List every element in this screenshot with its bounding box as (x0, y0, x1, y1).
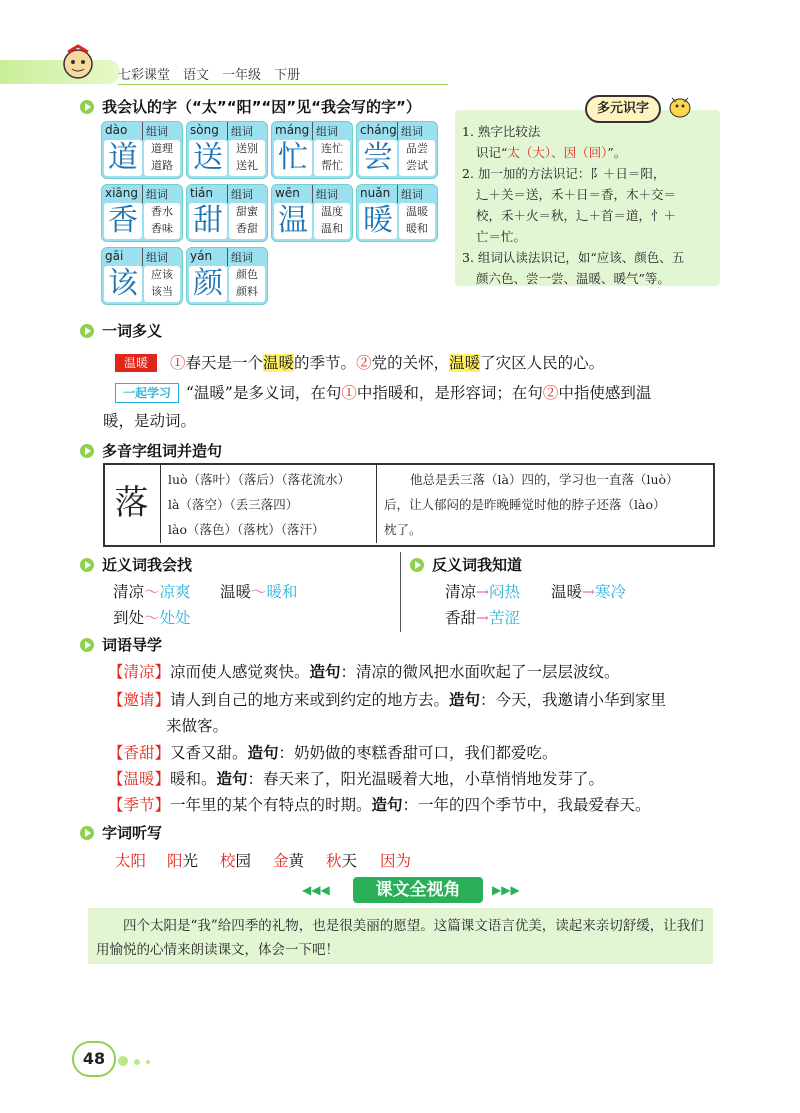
card-divider (227, 185, 228, 203)
sentence-line: 他总是丢三落（là）四的，学习也一直落（luò） (410, 472, 679, 487)
card-label: 组词 (401, 188, 423, 201)
pinyin: xiāng (105, 186, 139, 200)
card-divider (142, 248, 143, 266)
dictation-word: 阳光 (167, 852, 199, 870)
header-rule (118, 84, 448, 85)
character: 温 (274, 203, 312, 239)
character: 送 (189, 140, 227, 176)
left-arrows-icon: ◀◀◀ (302, 883, 330, 897)
character: 香 (104, 203, 142, 239)
vocab-entry: 【温暖】暖和。造句：春天来了，阳光温暖着大地，小草悄悄地发芽了。 (108, 770, 605, 788)
explanation-line: 暖，是动词。 (103, 412, 197, 430)
word-pair: 颜色 颜料 (229, 266, 265, 302)
section-title-synonyms: 近义词我会找 (80, 554, 192, 575)
pinyin: dào (105, 123, 128, 137)
dictation-word: 太阳 (115, 852, 147, 870)
character: 道 (104, 140, 142, 176)
pinyin: gāi (105, 249, 124, 263)
word-pair: 应该 该当 (144, 266, 180, 302)
antonym-pair: 香甜→苦涩 (445, 609, 521, 627)
pinyin: wēn (275, 186, 300, 200)
page-number: 48 (72, 1041, 116, 1077)
play-bullet-icon (80, 324, 94, 338)
right-arrows-icon: ▶▶▶ (492, 883, 520, 897)
word-pair: 温度 温和 (314, 203, 350, 239)
word-pair: 连忙 帮忙 (314, 140, 350, 176)
pinyin: nuǎn (360, 186, 391, 200)
explanation-line: “温暖”是多义词，在句①中指暖和，是形容词；在句②中指使感到温 (186, 384, 652, 402)
section-title-recognize: 我会认的字（“太”“阳”“因”见“我会写的字”） (80, 96, 421, 117)
word-pair: 品尝 尝试 (399, 140, 435, 176)
char-card (271, 121, 353, 179)
word-pair: 甜蜜 香甜 (229, 203, 265, 239)
dictation-word: 因为 (380, 852, 412, 870)
synonym-pair: 温暖～暖和 (220, 583, 298, 601)
side-line: 辶＋关＝送，禾＋日＝香，木＋交＝ (476, 187, 677, 202)
side-line: 识记“太（大）、因（回）”。 (476, 145, 627, 160)
play-bullet-icon (80, 638, 94, 652)
side-line: 2. 加一加的方法识记：阝＋日＝阳， (462, 166, 666, 181)
pronunciation-line: luò（落叶）（落后）（落花流水） (168, 472, 351, 487)
character: 暖 (359, 203, 397, 239)
char-card (271, 184, 353, 242)
side-line: 颜六色、尝一尝、温暖、暖气”等。 (476, 271, 670, 286)
char-card (356, 184, 438, 242)
synonym-pair: 清凉～凉爽 (113, 583, 191, 601)
pinyin: tián (190, 186, 213, 200)
char-card (186, 184, 268, 242)
word-tag: 温暖 (115, 354, 157, 372)
pinyin: máng (275, 123, 310, 137)
play-bullet-icon (80, 558, 94, 572)
decor-dot (146, 1060, 150, 1064)
play-bullet-icon (80, 826, 94, 840)
word-pair: 温暖 暖和 (399, 203, 435, 239)
decor-dot (118, 1056, 128, 1066)
summary-text: 四个太阳是“我”给四季的礼物，也是很美丽的愿望。这篇课文语言优美，读起来亲切舒缓，让我们用愉悦的心情来朗读课文，体会一下吧！ (96, 918, 704, 958)
card-divider (312, 185, 313, 203)
card-divider (397, 185, 398, 203)
vocab-entry: 【清凉】凉而使人感觉爽快。造句：清凉的微风把水面吹起了一层层波纹。 (108, 663, 620, 681)
char-card (186, 121, 268, 179)
dictation-word: 秋天 (326, 852, 358, 870)
side-note-tag: 多元识字 (585, 95, 661, 123)
study-tag: 一起学习 (115, 383, 179, 403)
card-divider (397, 122, 398, 140)
section-title-vocab-guide: 词语导学 (80, 634, 162, 655)
pinyin: sòng (190, 123, 219, 137)
vocab-entry: 【季节】一年里的某个有特点的时期。造句：一年的四个季节中，我最爱春天。 (108, 796, 651, 814)
card-label: 组词 (316, 188, 338, 201)
pronunciation-line: là（落空）（丢三落四） (168, 497, 299, 512)
character: 甜 (189, 203, 227, 239)
vocab-entry-cont: 来做客。 (166, 717, 229, 735)
section-banner: 课文全视角 (353, 877, 483, 903)
section-title-antonyms: 反义词我知道 (410, 554, 522, 575)
bee-mascot-icon (664, 90, 696, 122)
dictation-word: 金黄 (273, 852, 305, 870)
card-divider (312, 122, 313, 140)
char-card (101, 121, 183, 179)
decor-dot (134, 1059, 140, 1065)
pronunciation-line: lào（落色）（落枕）（落汗） (168, 522, 325, 537)
section-title-polyphone: 多音字组词并造句 (80, 440, 222, 461)
card-divider (227, 248, 228, 266)
card-label: 组词 (231, 251, 253, 264)
section-title-dictation: 字词听写 (80, 822, 162, 843)
dictation-word: 校园 (220, 852, 252, 870)
char-card (356, 121, 438, 179)
sentence-line: 枕了。 (384, 522, 422, 537)
card-label: 组词 (146, 251, 168, 264)
card-divider (142, 122, 143, 140)
play-bullet-icon (80, 444, 94, 458)
word-pair: 道理 道路 (144, 140, 180, 176)
card-label: 组词 (316, 125, 338, 138)
play-bullet-icon (410, 558, 424, 572)
antonym-pair: 温暖→寒冷 (551, 583, 627, 601)
character: 忙 (274, 140, 312, 176)
character: 颜 (189, 266, 227, 302)
card-label: 组词 (146, 188, 168, 201)
side-line: 3. 组词认读法识记，如“应该、颜色、五 (462, 250, 685, 265)
card-divider (142, 185, 143, 203)
word-pair: 送别 送礼 (229, 140, 265, 176)
character: 该 (104, 266, 142, 302)
card-divider (227, 122, 228, 140)
char-card (101, 184, 183, 242)
sentence-line: 后，让人郁闷的是昨晚睡觉时他的脖子还落（lào） (384, 497, 666, 512)
side-line: 校，禾＋火＝秋，辶＋首＝道，忄＋ (476, 208, 677, 223)
card-label: 组词 (231, 125, 253, 138)
pinyin: yán (190, 249, 213, 263)
antonym-pair: 清凉→闷热 (445, 583, 521, 601)
pinyin: cháng (360, 123, 397, 137)
table-divider (376, 465, 377, 543)
card-label: 组词 (401, 125, 423, 138)
column-divider (400, 552, 401, 632)
header-title: 七彩课堂 语文 一年级 下册 (118, 68, 301, 83)
synonym-pair: 到处～处处 (113, 609, 191, 627)
char-card (101, 247, 183, 305)
vocab-entry: 【邀请】请人到自己的地方来或到约定的地方去。造句：今天，我邀请小华到家里 (108, 691, 667, 709)
card-label: 组词 (231, 188, 253, 201)
vocab-entry: 【香甜】又香又甜。造句：奶奶做的枣糕香甜可口，我们都爱吃。 (108, 744, 558, 762)
play-bullet-icon (80, 100, 94, 114)
char-card (186, 247, 268, 305)
word-pair: 香水 香味 (144, 203, 180, 239)
side-line: 亡＝忙。 (476, 229, 527, 244)
section-title-polysemy: 一词多义 (80, 320, 162, 341)
card-label: 组词 (146, 125, 168, 138)
side-line: 1. 熟字比较法 (462, 124, 541, 139)
character: 尝 (359, 140, 397, 176)
mascot-icon (58, 42, 98, 82)
example-sentences: ①春天是一个温暖的季节。②党的关怀，温暖了灾区人民的心。 (170, 354, 605, 372)
polyphone-char: 落 (103, 463, 161, 543)
